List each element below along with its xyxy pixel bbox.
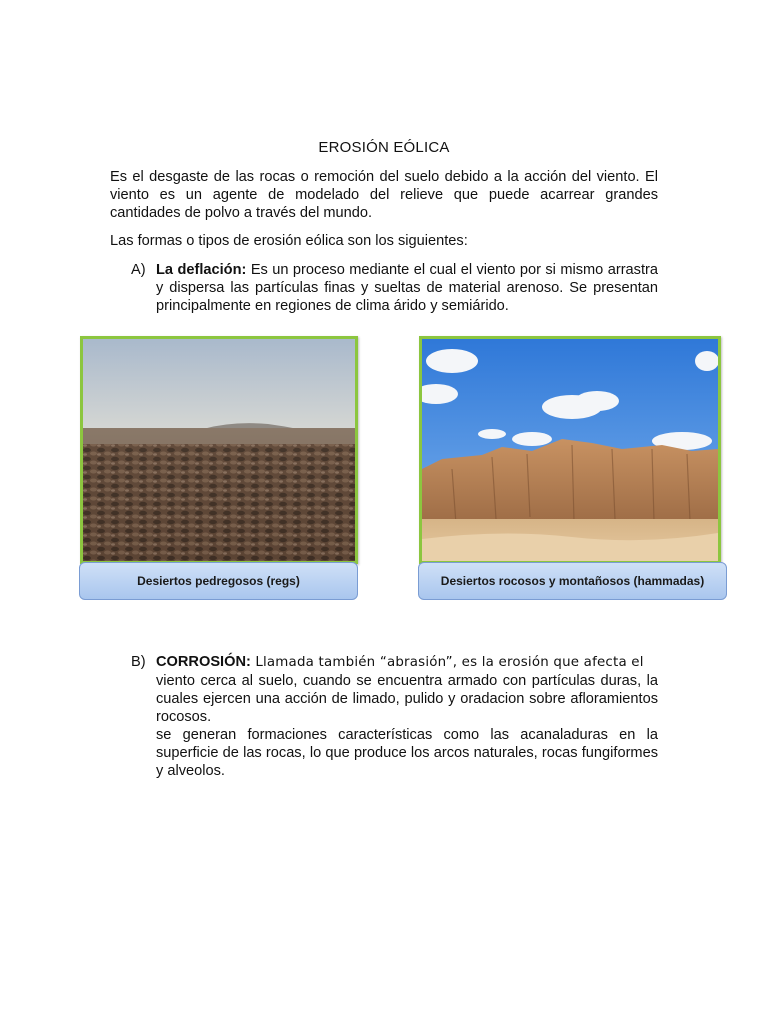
- term-corrosion: CORROSIÓN:: [156, 654, 251, 670]
- list-marker: A): [131, 262, 146, 278]
- list-item-deflacion: [131, 261, 658, 315]
- intro-paragraph: Es el desgaste de las rocas o remoción del suelo debido a la acción del viento. El viento es un agente de modelado del relieve que puede acarrear grandes cantidades de polvo a través del mundo.: [110, 169, 658, 221]
- stony-desert-photo: [80, 336, 358, 564]
- term-deflacion: La deflación:: [156, 262, 247, 278]
- rocky-mountain-desert-photo: [419, 336, 721, 564]
- caption-stony-desert: Desiertos pedregosos (regs): [79, 562, 358, 600]
- types-intro-paragraph: Las formas o tipos de erosión eólica son los siguientes:: [110, 233, 468, 249]
- list-item-corrosion: [131, 653, 658, 780]
- corrosion-description: viento cerca al suelo, cuando se encuentra armado con partículas duras, la cuales ejercen una acción de limado, pulido y oradacion sobre afloramientos rocosos.: [156, 673, 658, 725]
- deflacion-description: Es un proceso mediante el cual el viento por si mismo arrastra y dispersa las partículas finas y sueltas de material arenoso. Se presentan principalmente en regiones de clima árido y semiárido.: [156, 262, 659, 314]
- list-marker: B): [131, 654, 146, 670]
- list-item-body: [156, 261, 658, 315]
- corrosion-description-line1: Llamada también “abrasión”, es la erosión que afecta el: [250, 655, 644, 670]
- caption-rocky-desert: Desiertos rocosos y montañosos (hammadas): [418, 562, 727, 600]
- document-title: EROSIÓN EÓLICA: [318, 139, 450, 156]
- corrosion-formations-description: se generan formaciones características como las acanaladuras en la superficie de las rocas, lo que produce los arcos naturales, rocas fungiformes y alveolos.: [156, 727, 658, 779]
- list-item-body: [156, 653, 658, 780]
